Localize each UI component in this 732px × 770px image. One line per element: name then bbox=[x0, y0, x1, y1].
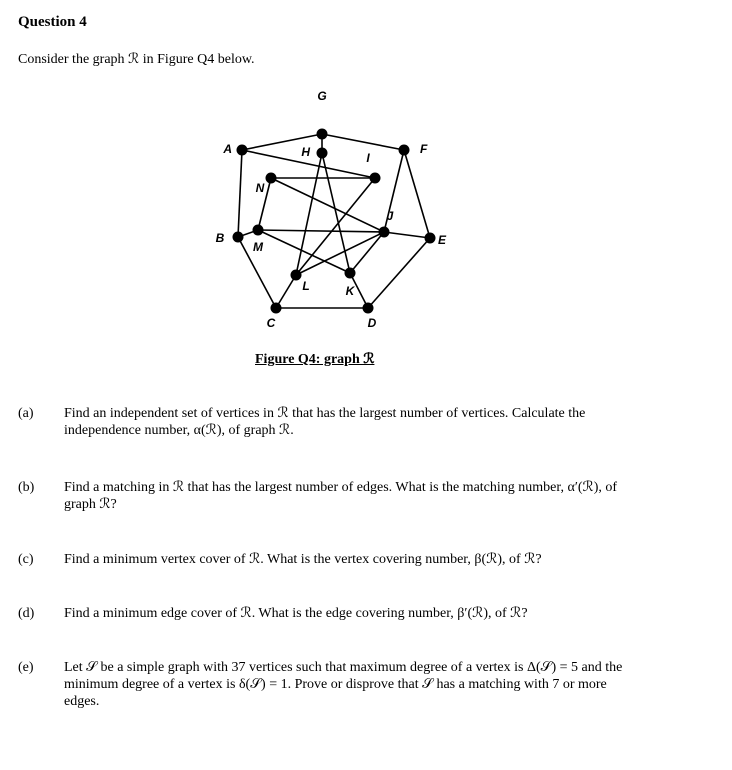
vertex-g bbox=[317, 129, 328, 140]
vertex-label-k: K bbox=[345, 284, 355, 298]
part-b-text: Find a matching in ℛ that has the largest number of edges. What is the matching number, α′(ℛ), of graph ℛ? bbox=[64, 480, 618, 512]
part-c-label: (c) bbox=[18, 552, 34, 567]
vertex-j bbox=[379, 227, 390, 238]
vertex-a bbox=[237, 145, 248, 156]
part-a-text: Find an independent set of vertices in ℛ that has the largest number of vertices. Calculate the independence number, α(ℛ), of graph ℛ. bbox=[64, 406, 586, 438]
vertex-h bbox=[317, 148, 328, 159]
edge-a-b bbox=[238, 150, 242, 237]
part-a-label: (a) bbox=[18, 406, 34, 421]
vertex-label-b: B bbox=[215, 231, 225, 245]
edge-j-k bbox=[350, 232, 384, 273]
part-e-label: (e) bbox=[18, 660, 34, 675]
vertex-d bbox=[363, 303, 374, 314]
vertex-n bbox=[266, 173, 277, 184]
vertex-label-c: C bbox=[266, 316, 276, 330]
edge-m-j bbox=[258, 230, 384, 232]
edge-n-j bbox=[271, 178, 384, 232]
edge-h-l bbox=[296, 153, 322, 275]
part-d-label: (d) bbox=[18, 606, 35, 621]
vertex-f bbox=[399, 145, 410, 156]
vertex-b bbox=[233, 232, 244, 243]
vertex-label-a: A bbox=[223, 142, 232, 156]
edge-f-e bbox=[404, 150, 430, 238]
vertex-label-i: I bbox=[366, 151, 370, 165]
vertex-c bbox=[271, 303, 282, 314]
edge-c-l bbox=[276, 275, 296, 308]
vertex-label-n: N bbox=[255, 181, 265, 195]
part-c-text: Find a minimum vertex cover of ℛ. What is the vertex covering number, β(ℛ), of ℛ? bbox=[64, 552, 542, 567]
vertex-label-g: G bbox=[317, 89, 327, 103]
graph-r-diagram bbox=[180, 80, 480, 380]
vertex-e bbox=[425, 233, 436, 244]
vertex-label-m: M bbox=[253, 240, 263, 254]
vertex-label-d: D bbox=[367, 316, 377, 330]
graph-edges bbox=[238, 134, 430, 308]
vertex-label-f: F bbox=[420, 142, 428, 156]
part-d-text: Find a minimum edge cover of ℛ. What is the edge covering number, β′(ℛ), of ℛ? bbox=[64, 606, 528, 621]
edge-g-f bbox=[322, 134, 404, 150]
edge-e-d bbox=[368, 238, 430, 308]
edge-i-l bbox=[296, 178, 375, 275]
vertex-label-j: J bbox=[386, 209, 394, 223]
part-e-text: Let 𝒮 be a simple graph with 37 vertices such that maximum degree of a vertex is Δ(𝒮) = 5 and the minimum degree of a vertex is δ(𝒮) = 1. Prove or disprove that 𝒮 has a matching with 7 or more edges. bbox=[64, 660, 623, 709]
graph-vertex-labels bbox=[216, 89, 447, 330]
edge-e-j bbox=[384, 232, 430, 238]
edge-g-a bbox=[242, 134, 322, 150]
figure-caption: Figure Q4: graph ℛ bbox=[255, 352, 375, 367]
vertex-label-e: E bbox=[438, 233, 447, 247]
part-b-label: (b) bbox=[18, 480, 35, 495]
vertex-m bbox=[253, 225, 264, 236]
intro-text: Consider the graph ℛ in Figure Q4 below. bbox=[18, 52, 255, 67]
vertex-l bbox=[291, 270, 302, 281]
question-title: Question 4 bbox=[18, 14, 87, 30]
graph-figure bbox=[180, 80, 480, 380]
vertex-k bbox=[345, 268, 356, 279]
vertex-i bbox=[370, 173, 381, 184]
vertex-label-l: L bbox=[302, 279, 310, 293]
vertex-label-h: H bbox=[301, 145, 310, 159]
